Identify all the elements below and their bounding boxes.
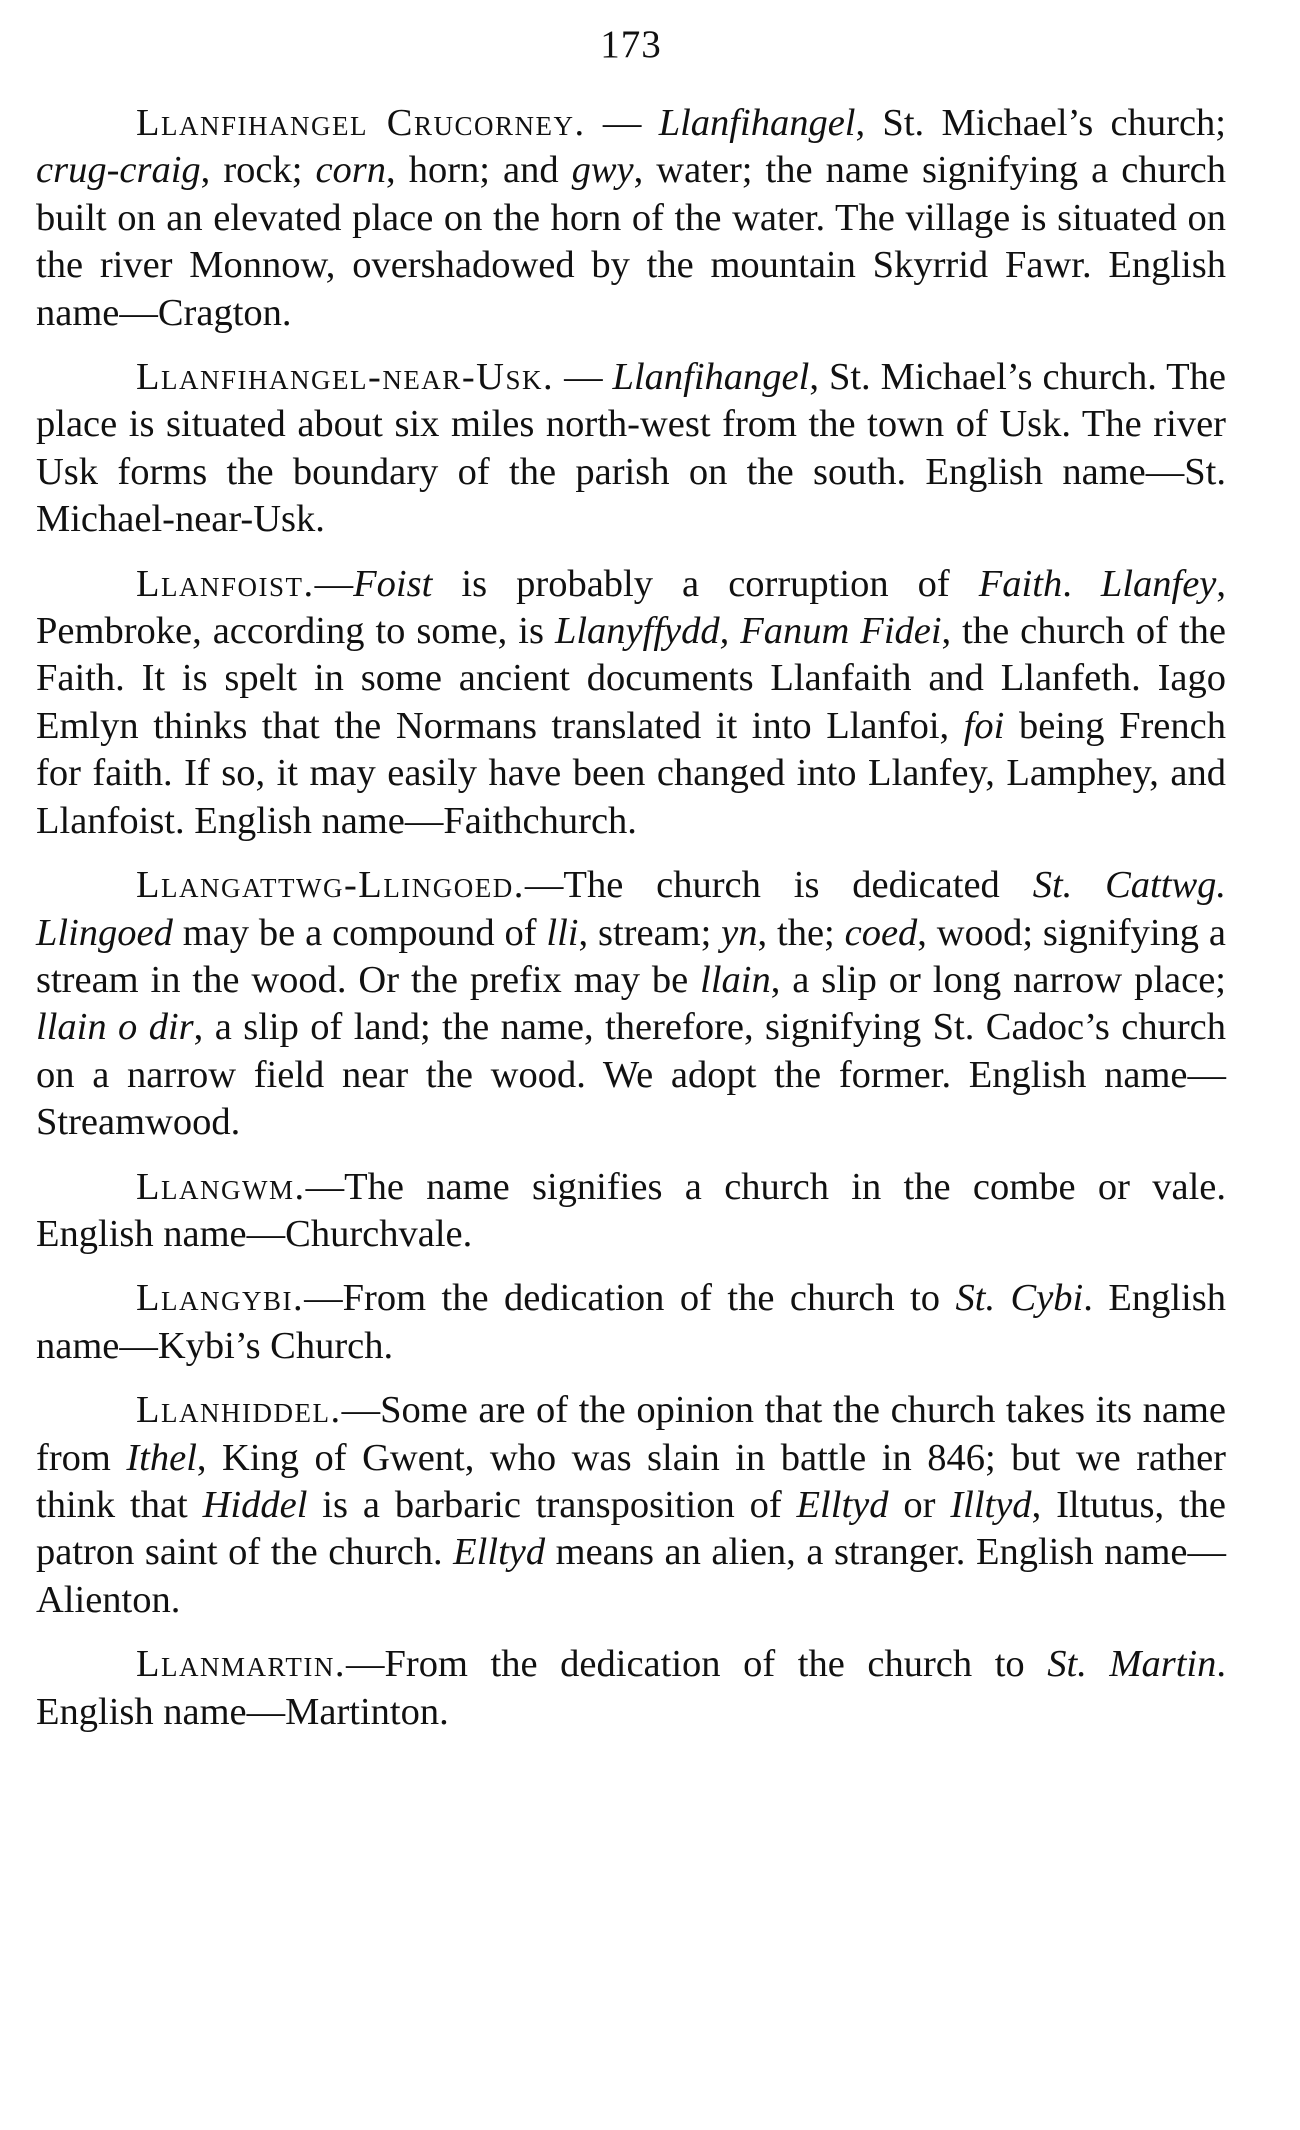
page-number: 173 — [600, 23, 662, 66]
entry-text: , St. Michael’s church. The place is situated about six miles north-west from the town of Usk. The river Usk forms the boundary of the parish on the south. English name—St. Michael-near-Usk. — [36, 356, 1226, 541]
entry-text: , water; the name signifying a church built on an elevated place on the horn of the water. The village is situated on the river Monnow, overshadowed by the mountain Skyrrid Fawr. English name—Cragton. — [36, 149, 1226, 334]
italic-term: crug-craig — [36, 149, 201, 192]
entry-text: , St. Michael’s church; — [855, 102, 1227, 144]
italic-term: Foist — [353, 562, 433, 605]
italic-term: Illtyd — [950, 1483, 1032, 1526]
italic-term: Llanfihangel — [612, 356, 810, 399]
entry-heading: Llanhiddel. — [136, 1389, 342, 1432]
gazetteer-entry — [36, 862, 1226, 1146]
italic-term: Llanfihangel — [658, 102, 856, 144]
entry-text: , the church of the Faith. It is spelt in some ancient documents Llanfaith and Llanfeth. Iago Emlyn thinks that the Normans translated it into Llanfoi, — [36, 610, 1226, 747]
entry-separator: — — [585, 102, 659, 144]
entry-text: . English name—Kybi’s Church. — [36, 1277, 1226, 1367]
italic-term: St. Cybi — [955, 1277, 1084, 1320]
italic-term: foi — [963, 704, 1005, 747]
entry-separator: — — [305, 1165, 345, 1208]
entry-text: . English name—Martinton. — [36, 1643, 1226, 1733]
italic-term: Llanyffydd, Fanum Fidei — [554, 610, 942, 653]
entry-text: , King of Gwent, who was slain in battle in 846; but we rather think that — [36, 1436, 1226, 1526]
italic-term: corn — [315, 149, 387, 192]
entry-text: Some are of the opinion that the church takes its name from — [36, 1389, 1226, 1479]
italic-term: Hiddel — [202, 1483, 308, 1526]
entry-text: is probably a corruption of — [432, 562, 979, 605]
italic-term: St. Cattwg. Llingoed — [36, 864, 1227, 954]
entry-separator: — — [304, 1277, 343, 1320]
entry-heading: Llanmartin. — [136, 1643, 347, 1686]
italic-term: llain o dir — [36, 1006, 194, 1049]
entry-text: is a barbaric transposition of — [307, 1483, 797, 1526]
entry-heading: Llanfihangel Crucorney. — [136, 102, 586, 144]
entry-text: The name signifies a church in the combe or vale. English name—Churchvale. — [36, 1165, 1226, 1255]
entry-heading: Llangwm. — [136, 1165, 306, 1208]
entry-separator: — — [341, 1389, 381, 1432]
gazetteer-entry — [36, 1164, 1226, 1259]
entry-separator: — — [314, 562, 354, 605]
entry-text: , horn; and — [386, 149, 572, 192]
italic-term: Llanfey — [1100, 562, 1217, 605]
italic-term: lli — [546, 911, 579, 954]
gazetteer-entry — [36, 1275, 1226, 1370]
entry-text: , a slip or long narrow place; — [770, 958, 1226, 1001]
entry-separator: — — [346, 1643, 385, 1686]
gazetteer-entry — [36, 1641, 1226, 1736]
italic-term: Ithel — [126, 1436, 197, 1479]
entry-text: or — [888, 1483, 951, 1526]
entry-text: , stream; — [578, 911, 722, 954]
italic-term: Elltyd — [796, 1483, 889, 1526]
entry-heading: Llangattwg-Llingoed. — [136, 864, 525, 907]
entry-text: may be a compound of — [172, 911, 547, 954]
entry-text: , wood; signifying a stream in the wood. Or the prefix may be — [36, 911, 1226, 1001]
entry-separator: — — [554, 356, 613, 399]
entry-separator: — — [524, 864, 564, 907]
gazetteer-entry — [36, 100, 1226, 337]
entry-text: , rock; — [200, 149, 316, 192]
entry-text: , Pembroke, according to some, is — [36, 562, 1227, 653]
entry-text: , a slip of land; the name, therefore, signifying St. Cadoc’s church on a narrow field near the wood. We adopt the former. English name—Streamwood. — [36, 1006, 1226, 1144]
entry-text: being French for faith. If so, it may easily have been changed into Llanfey, Lamphey, and Llanfoist. English name—Faithchurch. — [36, 704, 1226, 842]
italic-term: llain — [700, 958, 771, 1001]
italic-term: Faith — [978, 562, 1063, 605]
book-page — [36, 0, 1226, 2130]
entry-heading: Llangybi. — [136, 1277, 305, 1320]
entry-text: . — [1062, 562, 1101, 605]
gazetteer-entry — [36, 354, 1226, 544]
entry-text: , Iltutus, the patron saint of the church. — [36, 1483, 1226, 1574]
entry-heading: Llanfoist. — [136, 562, 315, 605]
entry-heading: Llanfihangel-near-Usk. — [136, 356, 555, 399]
italic-term: coed — [844, 911, 918, 954]
gazetteer-entry — [36, 561, 1226, 845]
italic-term: gwy — [571, 149, 634, 192]
entry-text: means an alien, a stranger. English name—Alienton. — [36, 1531, 1226, 1621]
entry-text: , the; — [757, 911, 845, 954]
entry-text: From the dedication of the church to — [342, 1277, 956, 1320]
italic-term: yn — [721, 911, 758, 954]
italic-term: St. Martin — [1047, 1643, 1217, 1686]
entry-text: From the dedication of the church to — [384, 1643, 1048, 1686]
gazetteer-entry — [36, 1387, 1226, 1624]
gazetteer-entries — [36, 100, 1226, 1753]
entry-text: The church is dedicated — [563, 864, 1033, 907]
italic-term: Elltyd — [453, 1531, 546, 1574]
